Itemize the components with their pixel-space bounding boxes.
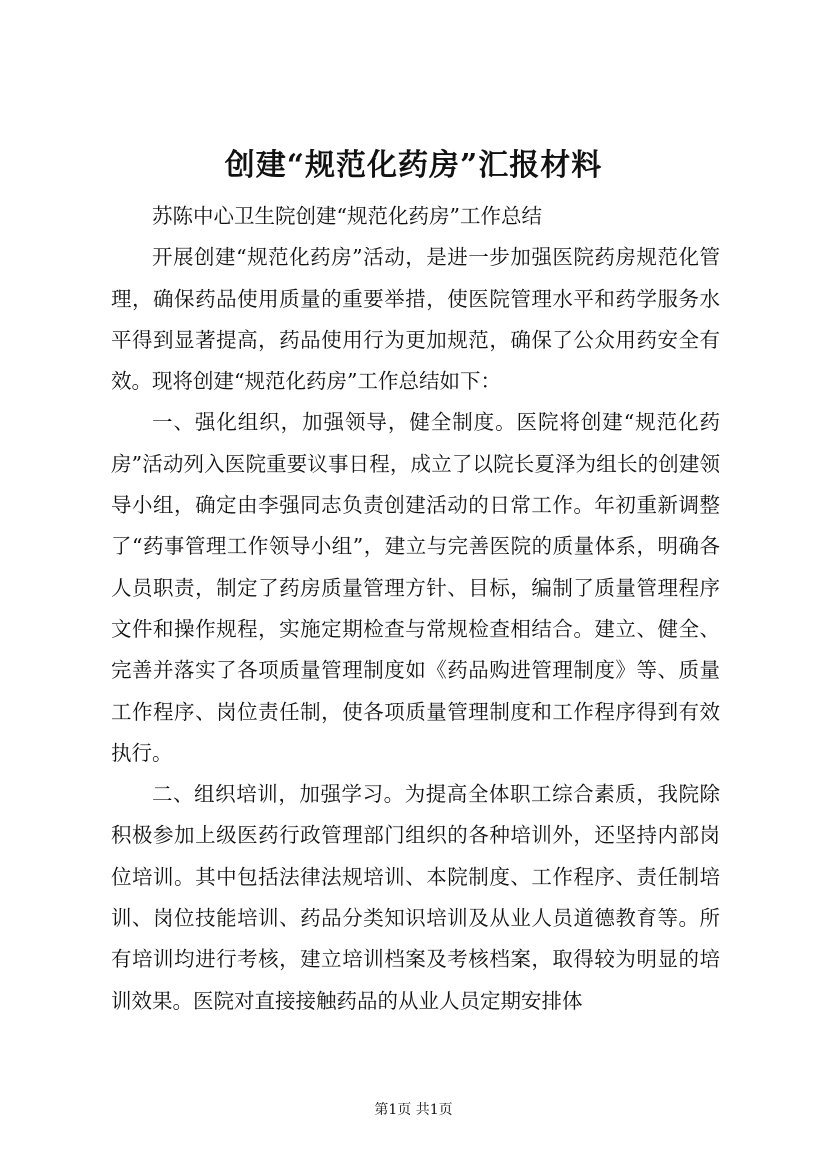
document-body xyxy=(111,196,720,1022)
paragraph-intro: 开展创建“规范化药房”活动，是进一步加强医院药房规范化管理，确保药品使用质量的重要举措，使医院管理水平和药学服务水平得到显著提高，药品使用行为更加规范，确保了公众用药安全有效。现将创建“规范化药房”工作总结如下： xyxy=(111,245,720,394)
subtitle-paragraph: 苏陈中心卫生院创建“规范化药房”工作总结 xyxy=(152,204,542,228)
page-footer: 第1页 共1页 xyxy=(374,1102,453,1118)
paragraph-section-2: 二、组织培训，加强学习。为提高全体职工综合素质，我院除积极参加上级医药行政管理部门组织的各种培训外，还坚持内部岗位培训。其中包括法律法规培训、本院制度、工作程序、责任制培训、岗位技能培训、药品分类知识培训及从业人员道德教育等。所有培训均进行考核，建立培训档案及考核档案，取得较为明显的培训效果。医院对直接接触药品的从业人员定期安排体 xyxy=(111,782,720,1013)
document-title: 创建“规范化药房”汇报材料 xyxy=(224,148,603,183)
paragraph-section-1: 一、强化组织，加强领导，健全制度。医院将创建“规范化药房”活动列入医院重要议事日程，成立了以院长夏泽为组长的创建领导小组，确定由李强同志负责创建活动的日常工作。年初重新调整了“药事管理工作领导小组”，建立与完善医院的质量体系，明确各人员职责，制定了药房质量管理方针、目标，编制了质量管理程序文件和操作规程，实施定期检查与常规检查相结合。建立、健全、完善并落实了各项质量管理制度如《药品购进管理制度》等、质量工作程序、岗位责任制，使各项质量管理制度和工作程序得到有效执行。 xyxy=(111,410,720,765)
